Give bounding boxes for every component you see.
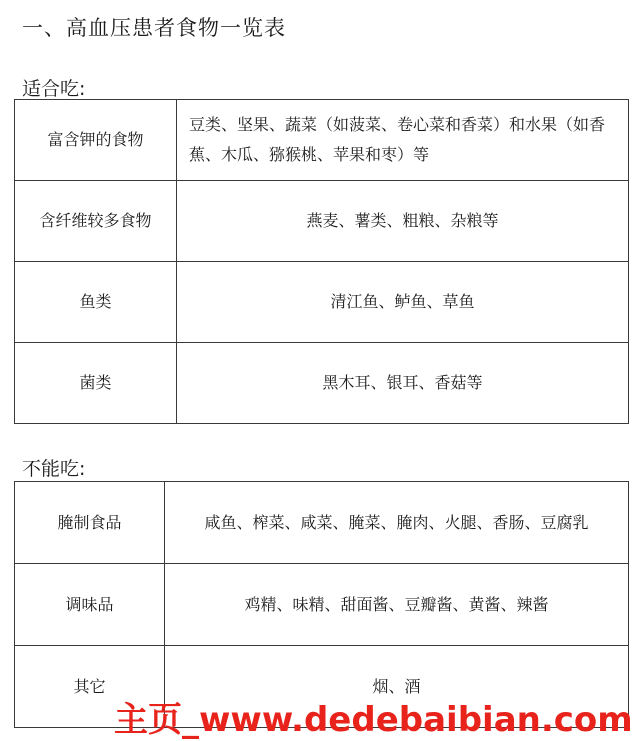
table-row bbox=[15, 181, 629, 262]
table-row bbox=[15, 564, 629, 646]
category-cell: 富含钾的食物 bbox=[15, 100, 177, 181]
items-cell: 烟、酒 bbox=[165, 646, 629, 728]
items-cell: 清江鱼、鲈鱼、草鱼 bbox=[177, 262, 629, 343]
category-cell: 菌类 bbox=[15, 343, 177, 424]
cannot-eat-table bbox=[14, 481, 629, 728]
items-cell: 黑木耳、银耳、香菇等 bbox=[177, 343, 629, 424]
category-cell: 鱼类 bbox=[15, 262, 177, 343]
table-row bbox=[15, 100, 629, 181]
items-cell: 鸡精、味精、甜面酱、豆瓣酱、黄酱、辣酱 bbox=[165, 564, 629, 646]
items-cell: 燕麦、薯类、粗粮、杂粮等 bbox=[177, 181, 629, 262]
category-cell: 调味品 bbox=[15, 564, 165, 646]
category-cell: 腌制食品 bbox=[15, 482, 165, 564]
watermark: 主页_www.dedebaibian.com bbox=[114, 700, 633, 740]
section-label-can-eat: 适合吃: bbox=[22, 78, 86, 100]
items-cell: 咸鱼、榨菜、咸菜、腌菜、腌肉、火腿、香肠、豆腐乳 bbox=[165, 482, 629, 564]
page-title: 一、高血压患者食物一览表 bbox=[22, 16, 286, 40]
table-row bbox=[15, 262, 629, 343]
category-cell: 其它 bbox=[15, 646, 165, 728]
table-row bbox=[15, 482, 629, 564]
section-label-cannot-eat: 不能吃: bbox=[22, 458, 86, 480]
table-row bbox=[15, 343, 629, 424]
can-eat-table bbox=[14, 99, 629, 424]
category-cell: 含纤维较多食物 bbox=[15, 181, 177, 262]
items-cell: 豆类、坚果、蔬菜（如菠菜、卷心菜和香菜）和水果（如香蕉、木瓜、猕猴桃、苹果和枣）等 bbox=[177, 100, 629, 181]
